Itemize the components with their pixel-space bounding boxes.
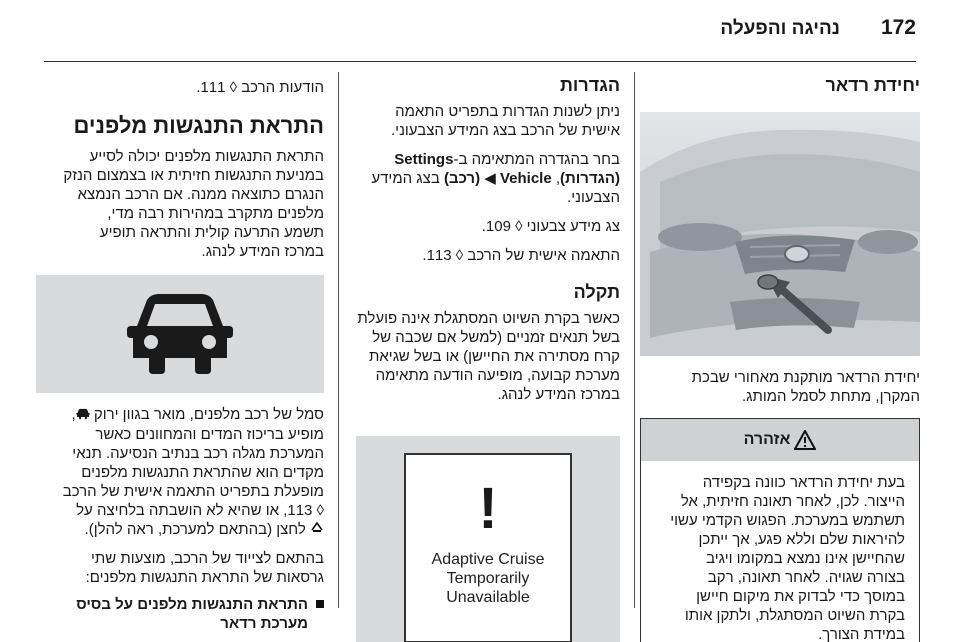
warning-line: במידת הצורך. bbox=[818, 626, 905, 642]
middle-column bbox=[340, 72, 620, 642]
vehicle-menu-name: Vehicle bbox=[499, 170, 552, 187]
settings-text-line-2: אישית של הרכב בצג המידע הצבעוני. bbox=[391, 122, 620, 139]
fault-line: מערכת קבועה, מופיעה הודעה מתאימה bbox=[375, 367, 620, 384]
left-column bbox=[36, 72, 324, 633]
versions-line-2: גרסאות של התראת התנגשות מלפנים: bbox=[85, 569, 324, 587]
page-number: 172 bbox=[880, 16, 916, 39]
warning-line: בקרת השיוט המסתגלת, ולתקן אותו bbox=[684, 607, 905, 624]
vehicle-ahead-icon bbox=[125, 292, 235, 376]
symbol-line-with-icon: סמל של רכב מלפנים, מואר בגוון ירוק , bbox=[71, 406, 324, 423]
fault-title: תקלה bbox=[573, 282, 620, 302]
menu-arrow-icon: ◀ bbox=[484, 170, 496, 187]
reference-vehicle-personalization: התאמה אישית של הרכב ◊ 113. bbox=[422, 247, 620, 264]
collision-alert-line: במרכז המידע לנהג. bbox=[201, 243, 324, 260]
driver-info-display-panel bbox=[356, 436, 620, 642]
display-message-line: Unavailable bbox=[446, 589, 530, 606]
settings-path: (הגדרות), Vehicle ◀ (רכב) בצג המידע bbox=[371, 170, 620, 187]
settings-menu-name-he: (הגדרות) bbox=[560, 170, 620, 187]
fault-line: בשל תנאים זמניים (למשל אם שכבה של bbox=[372, 329, 620, 346]
warning-line: להיראות שלם וללא פגע, אך ייתכן bbox=[698, 531, 905, 548]
warning-line: שהחיישן אינו נמצא במקומו ויגיב bbox=[706, 550, 905, 567]
warning-title: אזהרה bbox=[743, 431, 791, 448]
bullet-line: התראת התנגשות מלפנים על בסיס bbox=[76, 596, 308, 614]
vehicle-ahead-small-icon bbox=[76, 406, 90, 425]
settings-instruction-prefix: בחר בהגדרה המתאימה ב- bbox=[453, 151, 620, 168]
column-divider-left bbox=[338, 72, 339, 608]
settings-title: הגדרות bbox=[560, 75, 620, 95]
settings-menu-name: Settings bbox=[394, 151, 454, 168]
symbol-line: ◊ 113, או שהיא לא הושבתה בלחיצה על bbox=[76, 501, 324, 519]
header-rule bbox=[44, 61, 916, 62]
symbol-line: מקדים הוא שהתראת התנגשות מלפנים bbox=[81, 463, 324, 481]
settings-text-line-1: ניתן לשנות הגדרות בתפריט התאמה bbox=[395, 103, 620, 120]
symbol-line: לחצן (בהתאם למערכת, ראה להלן). bbox=[84, 520, 306, 538]
fault-line: במרכז המידע לנהג. bbox=[497, 386, 620, 403]
exclamation-icon: ! bbox=[478, 476, 498, 541]
vehicle-ahead-symbol-panel bbox=[36, 275, 324, 393]
warning-body bbox=[641, 461, 919, 642]
fault-line: כאשר בקרת השיוט המסתגלת אינה פועלת bbox=[357, 310, 620, 327]
radar-unit-title: יחידת רדאר bbox=[825, 75, 920, 95]
symbol-line: המערכת מגלה רכב בנתיב הנסיעה. תנאי bbox=[72, 444, 324, 462]
collision-alert-line: תשמע התרעה קולית והתראה תופיע bbox=[99, 224, 324, 241]
settings-instruction bbox=[340, 150, 620, 169]
bullet-radar-version bbox=[36, 595, 324, 633]
vehicle-menu-name-he: (רכב) bbox=[443, 170, 481, 187]
warning-box bbox=[640, 418, 920, 642]
display-message-line: Temporarily bbox=[446, 570, 530, 587]
symbol-line: מופיע בריכוז המדים והמחוונים כאשר bbox=[95, 425, 324, 443]
collision-alert-line: מלפנים מתקרב במהירות רבה מדי, bbox=[107, 205, 324, 222]
collision-alert-button-icon bbox=[310, 520, 324, 539]
chapter-title: נהיגה והפעלה bbox=[720, 18, 840, 39]
settings-text-line-3: הצבעוני. bbox=[567, 189, 620, 206]
warning-triangle-icon bbox=[794, 430, 816, 450]
versions-line-1: בהתאם לצייוד של הרכב, מוצעות שתי bbox=[91, 550, 324, 568]
warning-line: הייצור. לכן, לאחר תאונה חזיתית, אל bbox=[680, 493, 905, 510]
forward-collision-alert-title: התראת התנגשות מלפנים bbox=[73, 113, 324, 138]
right-column bbox=[640, 72, 920, 642]
fault-line: קרח מסתירה את החיישן) או בשל שגיאת bbox=[369, 348, 620, 365]
symbol-line-with-button-icon bbox=[36, 520, 324, 540]
radar-caption-line-1: יחידת הרדאר מותקנת מאחורי שבכת bbox=[691, 369, 920, 386]
collision-alert-line: התראת התנגשות מלפנים יכולה לסייע bbox=[89, 148, 324, 165]
column-divider-right bbox=[634, 72, 635, 608]
radar-caption-line-2: המקרן, מתחת לסמל המותג. bbox=[741, 388, 920, 405]
bullet-text bbox=[76, 595, 308, 633]
warning-line: בצורה שגויה. לאחר תאונה, רקב bbox=[707, 569, 905, 586]
bullet-square-icon bbox=[316, 600, 324, 608]
warning-line: בעת יחידת הרדאר כוונה בקפידה bbox=[702, 474, 905, 491]
bullet-line: מערכת רדאר bbox=[220, 615, 308, 633]
settings-path-suffix: בצג המידע bbox=[371, 170, 440, 187]
collision-alert-line: הנגרם כתוצאה ממנה. אם הרכב הנמצא bbox=[77, 186, 324, 203]
reference-color-info-display: צג מידע צבעוני ◊ 109. bbox=[481, 218, 620, 235]
car-front-illustration bbox=[640, 112, 920, 356]
car-front-photo bbox=[640, 112, 920, 356]
reference-vehicle-messages: הודעות הרכב ◊ 111. bbox=[196, 79, 324, 96]
symbol-line: מופעלת בתפריט התאמה אישית של הרכב bbox=[62, 482, 324, 500]
driver-info-display-screen bbox=[404, 453, 572, 642]
warning-header bbox=[641, 419, 919, 461]
warning-line: במוסך כדי לבדוק את מיקום חיישן bbox=[696, 588, 905, 605]
symbol-line: סמל של רכב מלפנים, מואר בגוון ירוק bbox=[93, 406, 324, 423]
display-message-line: Adaptive Cruise bbox=[431, 551, 545, 568]
warning-line: תשתמש במערכת. הפגוש הקדמי עשוי bbox=[670, 512, 905, 529]
collision-alert-line: במניעת התנגשות חזיתית או בצמצום הנזק bbox=[63, 167, 324, 184]
